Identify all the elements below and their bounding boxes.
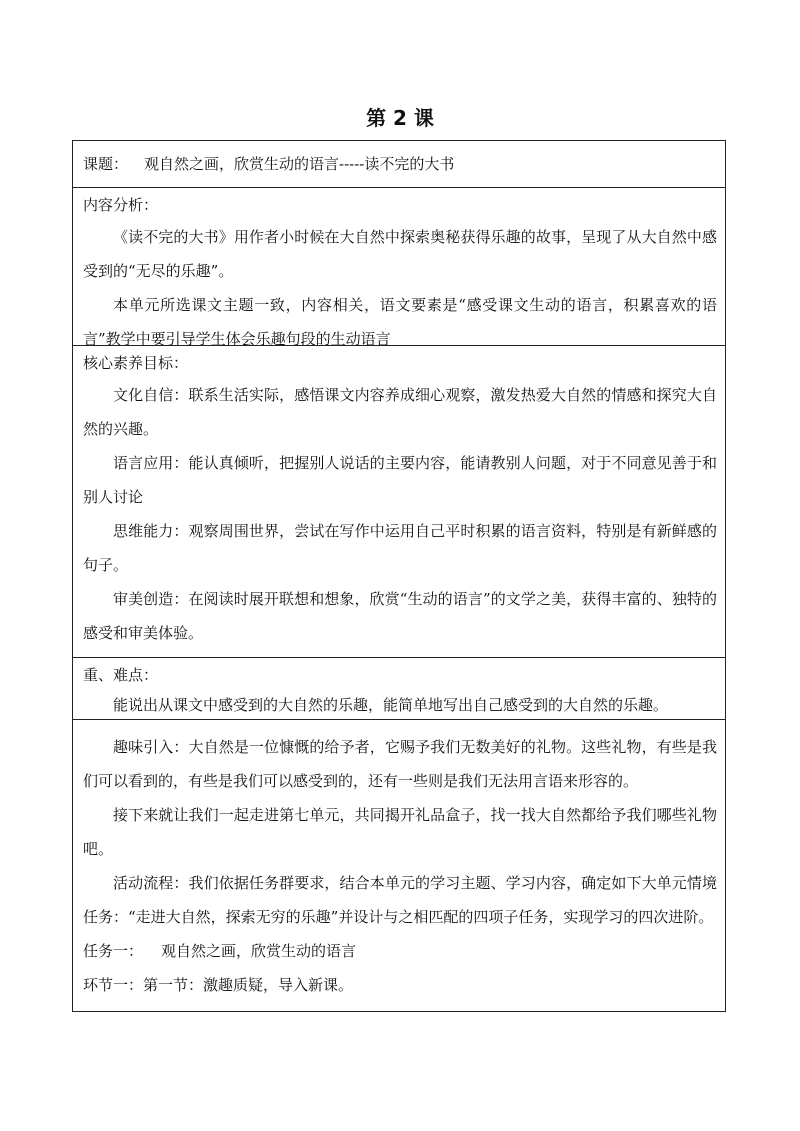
analysis-paragraph: 本单元所选课文主题一致，内容相关，语文要素是“感受课文生动的语言，积累喜欢的语言”教学中要引导学生体会乐趣句段的生动语言 xyxy=(83,296,717,348)
goal-aesthetic: 审美创造：在阅读时展开联想和想象，欣赏“生动的语言”的文学之美，获得丰富的、独特的感受和审美体验。 xyxy=(83,590,717,642)
key-points-paragraph: 能说出从课文中感受到的大自然的乐趣，能简单地写出自己感受到的大自然的乐趣。 xyxy=(113,696,669,714)
page-title: 第 2 课 xyxy=(366,106,434,130)
core-goals-section xyxy=(73,345,725,657)
activity-process: 活动流程：我们依据任务群要求，结合本单元的学习主题、学习内容，确定如下大单元情境任务：“走进大自然，探索无穷的乐趣”并设计与之相匹配的四项子任务，实现学习的四次进阶。 xyxy=(83,874,717,926)
activity-paragraph: 接下来就让我们一起走进第七单元，共同揭开礼品盒子，找一找大自然都给予我们哪些礼物吧。 xyxy=(83,806,717,858)
content-analysis-section xyxy=(73,187,725,348)
goals-label: 核心素养目标： xyxy=(83,354,189,372)
key-points-section xyxy=(73,657,725,719)
task-one xyxy=(83,934,717,968)
analysis-label: 内容分析： xyxy=(83,196,159,214)
topic-label: 课题： xyxy=(83,155,129,173)
task-label: 任务一： xyxy=(83,942,144,960)
goal-culture: 文化自信：联系生活实际，感悟课文内容养成细心观察，激发热爱大自然的情感和探究大自然的兴趣。 xyxy=(83,386,717,438)
topic-value: 观自然之画，欣赏生动的语言-----读不完的大书 xyxy=(144,155,455,173)
activity-section xyxy=(73,719,725,1011)
analysis-paragraph: 《读不完的大书》用作者小时候在大自然中探索奥秘获得乐趣的故事，呈现了从大自然中感受到的“无尽的乐趣”。 xyxy=(83,228,717,280)
topic-row xyxy=(73,141,725,187)
activity-intro: 趣味引入：大自然是一位慷慨的给予者，它赐予我们无数美好的礼物。这些礼物，有些是我们可以看到的，有些是我们可以感受到的，还有一些则是我们无法用言语来形容的。 xyxy=(83,738,717,790)
step-one: 环节一：第一节：激趣质疑，导入新课。 xyxy=(83,976,354,994)
goal-language: 语言应用：能认真倾听，把握别人说话的主要内容，能请教别人问题，对于不同意见善于和别人讨论 xyxy=(83,454,717,506)
goal-thinking: 思维能力：观察周围世界，尝试在写作中运用自己平时积累的语言资料，特别是有新鲜感的句子。 xyxy=(83,522,717,574)
key-points-label: 重、难点： xyxy=(83,666,159,684)
task-value: 观自然之画，欣赏生动的语言 xyxy=(161,942,357,960)
lesson-plan-table xyxy=(72,140,726,1012)
